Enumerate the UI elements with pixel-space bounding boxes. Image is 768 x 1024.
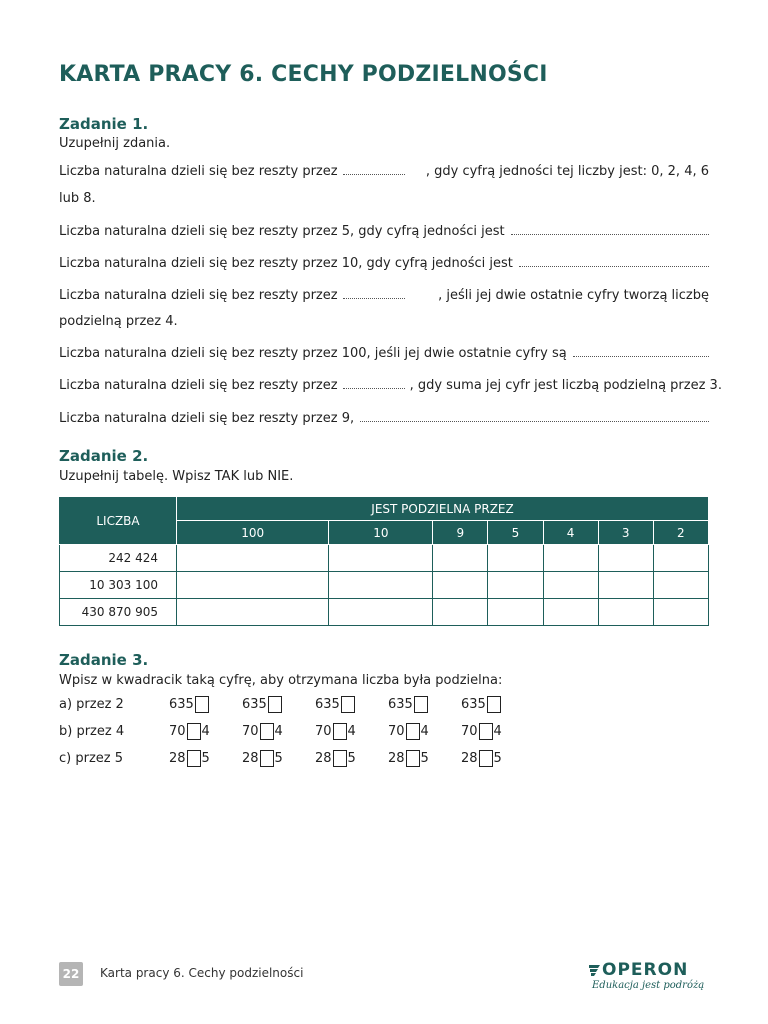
page-title: KARTA PRACY 6. CECHY PODZIELNOŚCI bbox=[59, 62, 548, 87]
number-suffix: 4 bbox=[493, 724, 502, 739]
logo-text: OPERON bbox=[602, 960, 689, 980]
task1-sentence-2 bbox=[59, 224, 709, 239]
answer-cell[interactable] bbox=[329, 545, 433, 572]
sentence-text: , gdy cyfrą jedności tej liczby jest: 0, 2, 4, 6 bbox=[425, 164, 709, 179]
number-suffix: 5 bbox=[420, 751, 429, 766]
task1-sentence-7 bbox=[59, 411, 709, 426]
operon-logo bbox=[588, 960, 713, 996]
digit-exercise bbox=[169, 750, 210, 767]
number-prefix: 28 bbox=[315, 751, 332, 766]
digit-box[interactable] bbox=[479, 723, 493, 740]
digit-box[interactable] bbox=[333, 750, 347, 767]
digit-exercise bbox=[315, 750, 356, 767]
answer-cell[interactable] bbox=[653, 545, 708, 572]
number-prefix: 635 bbox=[242, 697, 267, 712]
answer-cell[interactable] bbox=[329, 599, 433, 626]
table-row bbox=[60, 572, 709, 599]
answer-cell[interactable] bbox=[543, 545, 598, 572]
digit-exercise bbox=[388, 696, 429, 713]
sentence-text: Liczba naturalna dzieli się bez reszty przez bbox=[59, 288, 338, 303]
number-suffix: 5 bbox=[493, 751, 502, 766]
digit-box[interactable] bbox=[260, 723, 274, 740]
sentence-text: Liczba naturalna dzieli się bez reszty przez 100, jeśli jej dwie ostatnie cyfry są bbox=[59, 346, 567, 361]
number-prefix: 635 bbox=[315, 697, 340, 712]
divisor-header: 3 bbox=[598, 521, 653, 545]
digit-box[interactable] bbox=[333, 723, 347, 740]
number-suffix: 5 bbox=[347, 751, 356, 766]
digit-box[interactable] bbox=[487, 696, 501, 713]
page-number: 22 bbox=[59, 962, 83, 986]
number-prefix: 28 bbox=[461, 751, 478, 766]
task2-instruction: Uzupełnij tabelę. Wpisz TAK lub NIE. bbox=[59, 469, 294, 484]
number-suffix: 5 bbox=[201, 751, 210, 766]
sentence-text: Liczba naturalna dzieli się bez reszty przez bbox=[59, 164, 338, 179]
divisor-header: 10 bbox=[329, 521, 433, 545]
answer-blank[interactable] bbox=[360, 411, 709, 422]
digit-box[interactable] bbox=[268, 696, 282, 713]
digit-exercise bbox=[242, 696, 283, 713]
digit-box[interactable] bbox=[414, 696, 428, 713]
digit-exercise bbox=[388, 750, 429, 767]
digit-box[interactable] bbox=[406, 723, 420, 740]
task3-heading: Zadanie 3. bbox=[59, 651, 149, 669]
number-prefix: 28 bbox=[242, 751, 259, 766]
number-suffix: 4 bbox=[201, 724, 210, 739]
number-suffix: 4 bbox=[420, 724, 429, 739]
task1-sentence-1-cont: lub 8. bbox=[59, 191, 96, 206]
digit-exercise bbox=[388, 723, 429, 740]
footer-text: Karta pracy 6. Cechy podzielności bbox=[100, 966, 304, 980]
number-cell: 10 303 100 bbox=[60, 572, 177, 599]
digit-box[interactable] bbox=[195, 696, 209, 713]
task1-sentence-4 bbox=[59, 288, 709, 303]
task2-heading: Zadanie 2. bbox=[59, 447, 149, 465]
table-row bbox=[60, 599, 709, 626]
answer-cell[interactable] bbox=[598, 545, 653, 572]
answer-blank[interactable] bbox=[343, 288, 405, 299]
task1-sentence-6 bbox=[59, 378, 722, 393]
answer-blank[interactable] bbox=[343, 164, 405, 175]
logo-mark-icon bbox=[588, 963, 602, 977]
task1-sentence-5 bbox=[59, 346, 709, 361]
column-group-header: JEST PODZIELNA PRZEZ bbox=[177, 497, 709, 521]
number-prefix: 70 bbox=[461, 724, 478, 739]
task3-row-a-label: a) przez 2 bbox=[59, 697, 124, 712]
sentence-text: Liczba naturalna dzieli się bez reszty przez 9, bbox=[59, 411, 355, 426]
digit-box[interactable] bbox=[479, 750, 493, 767]
answer-cell[interactable] bbox=[433, 545, 488, 572]
table-row bbox=[60, 545, 709, 572]
answer-blank[interactable] bbox=[343, 378, 405, 389]
digit-exercise bbox=[315, 696, 356, 713]
answer-cell[interactable] bbox=[433, 599, 488, 626]
digit-exercise bbox=[315, 723, 356, 740]
sentence-text: Liczba naturalna dzieli się bez reszty przez bbox=[59, 378, 338, 393]
divisor-header: 4 bbox=[543, 521, 598, 545]
task1-heading: Zadanie 1. bbox=[59, 115, 149, 133]
digit-box[interactable] bbox=[260, 750, 274, 767]
digit-exercise bbox=[242, 723, 283, 740]
logo-tagline: Edukacja jest podróżą bbox=[592, 980, 705, 991]
divisibility-table bbox=[59, 496, 709, 626]
answer-cell[interactable] bbox=[543, 572, 598, 599]
answer-blank[interactable] bbox=[511, 224, 709, 235]
number-prefix: 70 bbox=[315, 724, 332, 739]
digit-exercise bbox=[461, 750, 502, 767]
answer-cell[interactable] bbox=[488, 572, 543, 599]
digit-box[interactable] bbox=[406, 750, 420, 767]
digit-box[interactable] bbox=[341, 696, 355, 713]
number-prefix: 635 bbox=[461, 697, 486, 712]
number-prefix: 70 bbox=[169, 724, 186, 739]
divisor-header: 2 bbox=[653, 521, 708, 545]
answer-cell[interactable] bbox=[433, 572, 488, 599]
task3-row-c-label: c) przez 5 bbox=[59, 751, 123, 766]
number-cell: 430 870 905 bbox=[60, 599, 177, 626]
answer-cell[interactable] bbox=[653, 599, 708, 626]
digit-exercise bbox=[242, 750, 283, 767]
task1-sentence-1 bbox=[59, 164, 709, 179]
answer-cell[interactable] bbox=[653, 572, 708, 599]
sentence-text: , jeśli jej dwie ostatnie cyfry tworzą liczbę bbox=[438, 288, 709, 303]
number-prefix: 70 bbox=[242, 724, 259, 739]
number-prefix: 70 bbox=[388, 724, 405, 739]
digit-box[interactable] bbox=[187, 723, 201, 740]
number-prefix: 635 bbox=[169, 697, 194, 712]
task3-row-b-label: b) przez 4 bbox=[59, 724, 125, 739]
number-prefix: 28 bbox=[169, 751, 186, 766]
number-suffix: 5 bbox=[274, 751, 283, 766]
answer-cell[interactable] bbox=[488, 545, 543, 572]
answer-cell[interactable] bbox=[177, 572, 329, 599]
answer-blank[interactable] bbox=[519, 256, 709, 267]
answer-blank[interactable] bbox=[573, 346, 709, 357]
digit-exercise bbox=[461, 723, 502, 740]
number-cell: 242 424 bbox=[60, 545, 177, 572]
digit-box[interactable] bbox=[187, 750, 201, 767]
number-suffix: 4 bbox=[274, 724, 283, 739]
task1-sentence-3 bbox=[59, 256, 709, 271]
answer-cell[interactable] bbox=[177, 599, 329, 626]
divisor-header: 100 bbox=[177, 521, 329, 545]
answer-cell[interactable] bbox=[598, 599, 653, 626]
divisor-header: 5 bbox=[488, 521, 543, 545]
digit-exercise bbox=[169, 723, 210, 740]
answer-cell[interactable] bbox=[543, 599, 598, 626]
number-prefix: 28 bbox=[388, 751, 405, 766]
sentence-text: Liczba naturalna dzieli się bez reszty przez 5, gdy cyfrą jedności jest bbox=[59, 224, 505, 239]
answer-cell[interactable] bbox=[598, 572, 653, 599]
answer-cell[interactable] bbox=[329, 572, 433, 599]
task3-instruction: Wpisz w kwadracik taką cyfrę, aby otrzymana liczba była podzielna: bbox=[59, 673, 503, 688]
task1-instruction: Uzupełnij zdania. bbox=[59, 136, 171, 151]
task1-sentence-4-cont: podzielną przez 4. bbox=[59, 314, 178, 329]
digit-exercise bbox=[461, 696, 502, 713]
digit-exercise bbox=[169, 696, 210, 713]
number-suffix: 4 bbox=[347, 724, 356, 739]
answer-cell[interactable] bbox=[488, 599, 543, 626]
number-prefix: 635 bbox=[388, 697, 413, 712]
answer-cell[interactable] bbox=[177, 545, 329, 572]
sentence-text: , gdy suma jej cyfr jest liczbą podzielną przez 3. bbox=[409, 378, 722, 393]
column-header-number: LICZBA bbox=[60, 497, 177, 545]
divisor-header: 9 bbox=[433, 521, 488, 545]
sentence-text: Liczba naturalna dzieli się bez reszty przez 10, gdy cyfrą jedności jest bbox=[59, 256, 513, 271]
